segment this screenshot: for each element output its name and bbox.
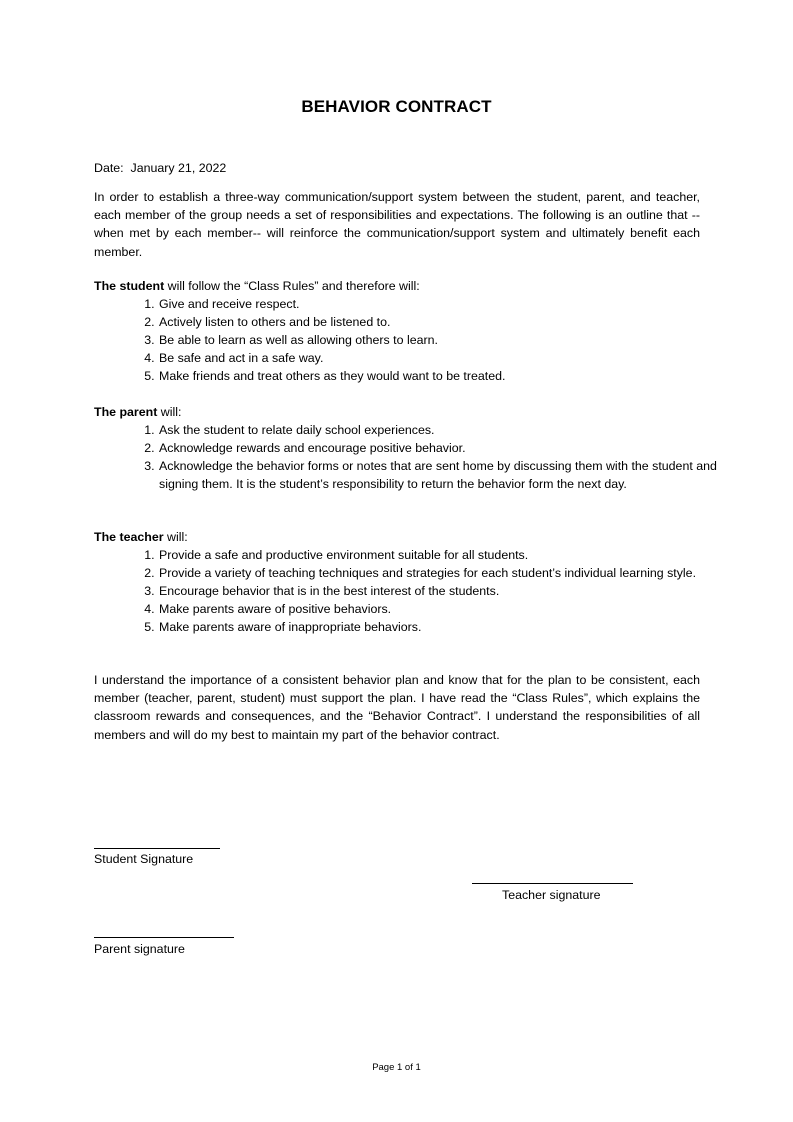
- teacher-signature-line[interactable]: [472, 883, 633, 884]
- student-heading-rest: will follow the “Class Rules” and therefore will:: [164, 279, 420, 293]
- list-item: 3. Acknowledge the behavior forms or notes that are sent home by discussing them with the student and signing them. It is the student’s responsibility to return the behavior form the next day.: [158, 457, 728, 493]
- parent-heading-rest: will:: [157, 405, 182, 419]
- list-item: 2. Provide a variety of teaching techniques and strategies for each student’s individual learning style.: [158, 564, 728, 582]
- list-item: 3. Encourage behavior that is in the best interest of the students.: [158, 582, 728, 600]
- parent-list: [138, 421, 728, 493]
- teacher-signature-label: Teacher signature: [502, 888, 601, 902]
- teacher-heading-bold: The teacher: [94, 530, 164, 544]
- document-title: BEHAVIOR CONTRACT: [301, 97, 492, 116]
- intro-paragraph: In order to establish a three-way communication/support system between the student, parent, and teacher, each member of the group needs a set of responsibilities and expectations. The following is an outline that --when met by each member-- will reinforce the communication/support system and ultimately benefit each member.: [94, 190, 700, 259]
- list-item: 4. Make parents aware of positive behaviors.: [158, 600, 728, 618]
- parent-signature-label: Parent signature: [94, 942, 185, 956]
- teacher-heading-rest: will:: [163, 530, 188, 544]
- closing-paragraph: I understand the importance of a consistent behavior plan and know that for the plan to be consistent, each member (teacher, parent, student) must support the plan. I have read the “Class Rules”, which explains the classroom rewards and consequences, and the “Behavior Contract”. I understand the responsibilities of all members and will do my best to maintain my part of the behavior contract.: [94, 673, 700, 742]
- date-value: January 21, 2022: [130, 161, 227, 175]
- date-line: [94, 159, 226, 177]
- student-heading-bold: The student: [94, 279, 165, 293]
- student-list: [138, 295, 728, 385]
- list-item: 4. Be safe and act in a safe way.: [158, 349, 728, 367]
- page-footer: Page 1 of 1: [372, 1062, 421, 1073]
- list-item: 2. Actively listen to others and be listened to.: [158, 313, 728, 331]
- student-signature-line[interactable]: [94, 848, 220, 849]
- parent-signature-line[interactable]: [94, 937, 234, 938]
- parent-section-heading: [94, 403, 181, 421]
- list-item: 5. Make friends and treat others as they would want to be treated.: [158, 367, 728, 385]
- teacher-list: [138, 546, 728, 636]
- student-signature-label: Student Signature: [94, 852, 194, 866]
- list-item: 5. Make parents aware of inappropriate behaviors.: [158, 618, 728, 636]
- list-item: 1. Give and receive respect.: [158, 295, 728, 313]
- student-section-heading: [94, 277, 420, 295]
- list-item: 3. Be able to learn as well as allowing others to learn.: [158, 331, 728, 349]
- date-label: Date:: [94, 161, 124, 175]
- list-item: 1. Provide a safe and productive environment suitable for all students.: [158, 546, 728, 564]
- teacher-section-heading: [94, 528, 188, 546]
- list-item: 1. Ask the student to relate daily school experiences.: [158, 421, 728, 439]
- parent-heading-bold: The parent: [94, 405, 158, 419]
- list-item: 2. Acknowledge rewards and encourage positive behavior.: [158, 439, 728, 457]
